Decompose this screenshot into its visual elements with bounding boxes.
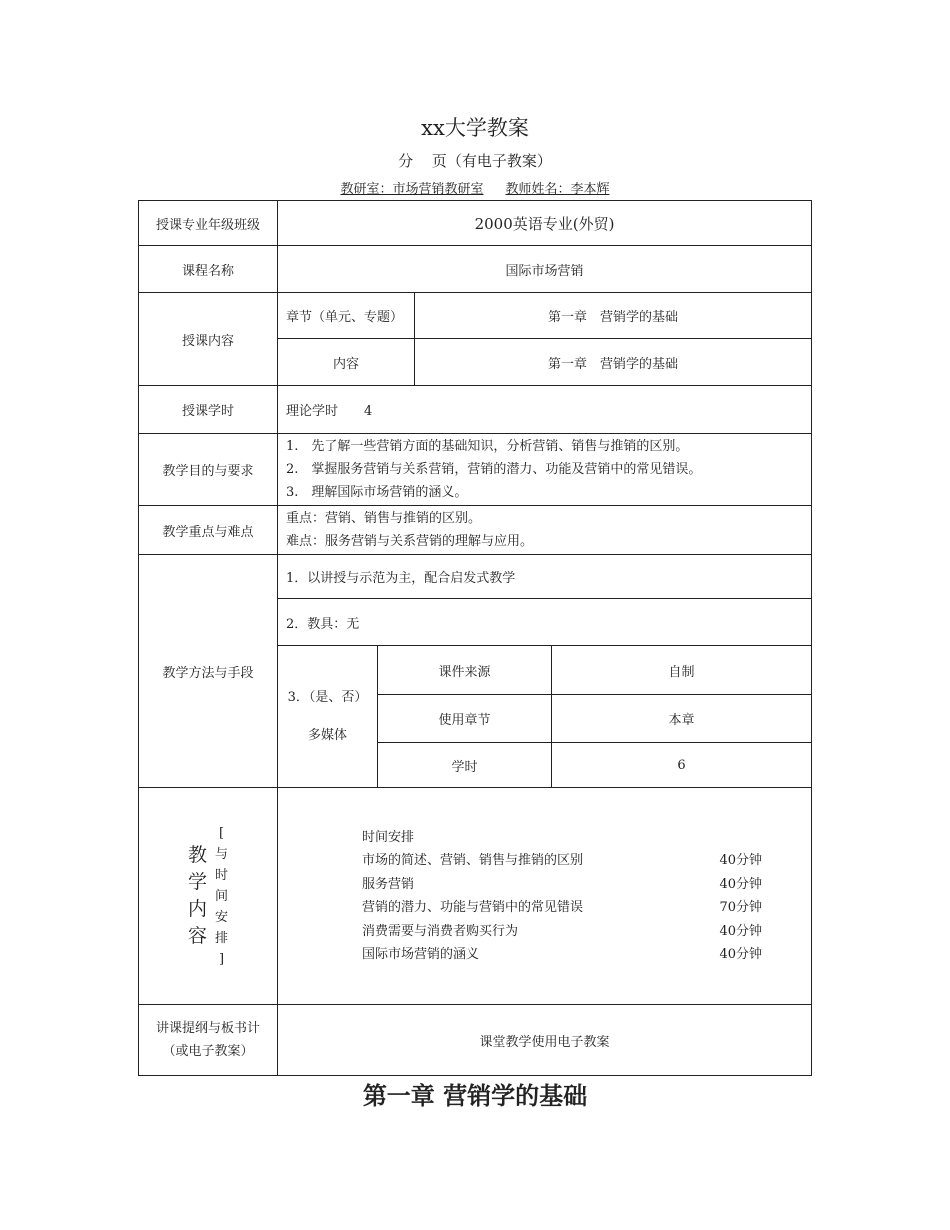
method-3-multimedia: 多媒体 bbox=[307, 727, 347, 743]
focus-label: 教学重点与难点 bbox=[139, 506, 278, 555]
chapter-label: 章节（单元、专题） bbox=[278, 293, 415, 339]
schedule-header: 时间安排 bbox=[362, 829, 415, 845]
content-label: 授课内容 bbox=[139, 293, 278, 386]
mm-hours-value: 6 bbox=[552, 743, 812, 788]
schedule-topic: 国际市场营销的涵义 bbox=[362, 947, 480, 962]
chapter-heading: 第一章 营销学的基础 bbox=[362, 1082, 588, 1110]
teaching-content-label bbox=[139, 788, 278, 1005]
document-subtitle: 分 页（有电子教案） bbox=[398, 152, 552, 170]
schedule-row bbox=[362, 943, 762, 967]
time-bracket-char: 与 bbox=[215, 846, 229, 862]
mm-hours-label: 学时 bbox=[378, 743, 552, 788]
schedule-row bbox=[362, 896, 762, 920]
goal-item: 2. 掌握服务营销与关系营销，营销的潜力、功能及营销中的常见错误。 bbox=[286, 462, 702, 477]
teaching-content-char: 学 bbox=[187, 871, 207, 893]
goal-item: 1. 先了解一些营销方面的基础知识，分析营销、销售与推销的区别。 bbox=[286, 439, 689, 454]
teaching-content-char: 容 bbox=[187, 925, 207, 947]
schedule-time: 40分钟 bbox=[719, 947, 762, 962]
content-value: 第一章 营销学的基础 bbox=[415, 339, 812, 386]
time-bracket-char: 安 bbox=[215, 909, 229, 925]
schedule-topic: 消费需要与消费者购买行为 bbox=[362, 923, 519, 939]
time-bracket-char: ] bbox=[218, 951, 225, 967]
goal-item: 3. 理解国际市场营销的涵义。 bbox=[286, 485, 468, 500]
schedule-time: 40分钟 bbox=[719, 876, 762, 892]
method-2: 2．教具：无 bbox=[278, 599, 812, 646]
chapter-used-label: 使用章节 bbox=[378, 695, 552, 743]
teaching-content-char: 内 bbox=[187, 898, 207, 920]
courseware-source-value: 自制 bbox=[552, 646, 812, 695]
method-1: 1．以讲授与示范为主，配合启发式教学 bbox=[278, 555, 812, 599]
focus-difficulty: 难点：服务营销与关系营销的理解与应用。 bbox=[286, 534, 534, 549]
time-bracket-char: 间 bbox=[215, 888, 229, 904]
document-title: xx大学教案 bbox=[421, 116, 529, 140]
major-value: 2000英语专业(外贸) bbox=[278, 201, 812, 246]
method-3 bbox=[278, 646, 378, 788]
goals-list bbox=[278, 434, 812, 506]
outline-label-line: （或电子教案） bbox=[162, 1044, 254, 1059]
outline-label-line: 讲课提纲与板书计 bbox=[155, 1021, 260, 1036]
course-value: 国际市场营销 bbox=[278, 246, 812, 293]
outline-value: 课堂教学使用电子教案 bbox=[278, 1005, 812, 1076]
schedule-row bbox=[362, 849, 762, 873]
outline-label bbox=[139, 1005, 278, 1076]
department-line bbox=[0, 178, 950, 197]
schedule-row bbox=[362, 920, 762, 944]
goals-label: 教学目的与要求 bbox=[139, 434, 278, 506]
schedule-time: 70分钟 bbox=[719, 900, 762, 915]
schedule-time: 40分钟 bbox=[719, 853, 762, 868]
lesson-plan-table bbox=[138, 200, 812, 1076]
teaching-content-char: 教 bbox=[187, 844, 207, 866]
time-bracket-char: 排 bbox=[215, 930, 229, 946]
teacher-name: 教师姓名：李本辉 bbox=[505, 182, 610, 197]
course-label: 课程名称 bbox=[139, 246, 278, 293]
time-bracket-char: 时 bbox=[215, 867, 229, 883]
hours-label: 授课学时 bbox=[139, 386, 278, 434]
schedule-cell bbox=[278, 788, 812, 1005]
hours-value: 理论学时 4 bbox=[278, 386, 812, 434]
department-name: 教研室：市场营销教研室 bbox=[340, 182, 484, 197]
method-label: 教学方法与手段 bbox=[139, 555, 278, 788]
schedule bbox=[362, 826, 803, 967]
schedule-row bbox=[362, 873, 762, 897]
schedule-topic: 市场的简述、营销、销售与推销的区别 bbox=[362, 853, 584, 868]
major-label: 授课专业年级班级 bbox=[139, 201, 278, 246]
schedule-topic: 营销的潜力、功能与营销中的常见错误 bbox=[362, 900, 584, 915]
time-bracket-char: [ bbox=[218, 825, 225, 841]
chapter-value: 第一章 营销学的基础 bbox=[415, 293, 812, 339]
chapter-used-value: 本章 bbox=[552, 695, 812, 743]
focus-list bbox=[278, 506, 812, 555]
method-3-option: 3．（是、否） bbox=[287, 689, 368, 705]
courseware-source-label: 课件来源 bbox=[378, 646, 552, 695]
schedule-time: 40分钟 bbox=[719, 923, 762, 939]
schedule-topic: 服务营销 bbox=[362, 876, 415, 892]
focus-key-point: 重点：营销、销售与推销的区别。 bbox=[286, 511, 482, 526]
content-sub-label: 内容 bbox=[278, 339, 415, 386]
